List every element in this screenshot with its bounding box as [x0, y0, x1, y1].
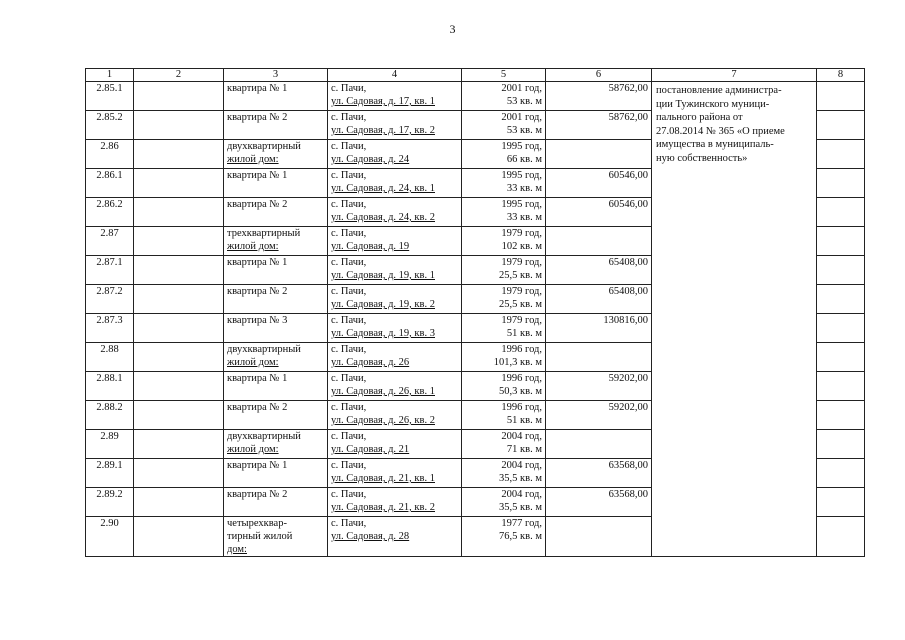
cell-line: квартира № 2 — [227, 199, 288, 210]
book-value: 59202,00 — [546, 401, 652, 430]
cell-line: квартира № 2 — [227, 286, 288, 297]
empty-cell — [817, 227, 865, 256]
object-address — [328, 256, 462, 285]
cell-line: трехквартирный — [227, 228, 301, 239]
object-name — [224, 517, 328, 557]
object-address — [328, 517, 462, 557]
book-value — [546, 343, 652, 372]
cell-line: 33 кв. м — [506, 212, 542, 223]
object-name — [224, 169, 328, 198]
cell-line: 2004 год, — [501, 431, 542, 442]
cell-line: 1979 год, — [501, 286, 542, 297]
object-name — [224, 401, 328, 430]
empty-cell — [134, 372, 224, 401]
cell-line: 35,5 кв. м — [499, 473, 542, 484]
object-address — [328, 430, 462, 459]
cell-line: 1995 год, — [501, 170, 542, 181]
cell-line: 1996 год, — [501, 402, 542, 413]
empty-cell — [134, 314, 224, 343]
cell-line: 1996 год, — [501, 373, 542, 384]
cell-line: с. Пачи, — [331, 373, 367, 384]
cell-line: ул. Садовая, д. 17, кв. 1 — [331, 96, 435, 107]
cell-line: ул. Садовая, д. 21, кв. 1 — [331, 473, 435, 484]
row-number: 2.88.1 — [86, 372, 134, 401]
cell-line: с. Пачи, — [331, 83, 367, 94]
book-value: 130816,00 — [546, 314, 652, 343]
object-name — [224, 256, 328, 285]
book-value: 63568,00 — [546, 488, 652, 517]
cell-line: 76,5 кв. м — [499, 531, 542, 542]
empty-cell — [817, 488, 865, 517]
object-name — [224, 459, 328, 488]
cell-line: квартира № 2 — [227, 402, 288, 413]
year-and-area — [462, 169, 546, 198]
cell-line: жилой дом: — [227, 154, 279, 165]
cell-line: квартира № 1 — [227, 83, 288, 94]
empty-cell — [817, 169, 865, 198]
basis-note-line: пального района от — [656, 112, 743, 123]
cell-line: ул. Садовая, д. 21 — [331, 444, 410, 455]
object-address — [328, 343, 462, 372]
cell-line: дом: — [227, 544, 247, 555]
cell-line: ул. Садовая, д. 26, кв. 1 — [331, 386, 435, 397]
cell-line: жилой дом: — [227, 444, 279, 455]
empty-cell — [817, 459, 865, 488]
basis-note-line: имущества в муниципаль- — [656, 139, 774, 150]
empty-cell — [134, 140, 224, 169]
cell-line: 1995 год, — [501, 199, 542, 210]
cell-line: ул. Садовая, д. 28 — [331, 531, 410, 542]
cell-line: 66 кв. м — [506, 154, 542, 165]
year-and-area — [462, 372, 546, 401]
object-address — [328, 285, 462, 314]
column-header-6: 6 — [546, 69, 652, 82]
cell-line: 1995 год, — [501, 141, 542, 152]
cell-line: двухквартирный — [227, 141, 301, 152]
year-and-area — [462, 285, 546, 314]
year-and-area — [462, 111, 546, 140]
empty-cell — [817, 314, 865, 343]
object-address — [328, 227, 462, 256]
cell-line: ул. Садовая, д. 21, кв. 2 — [331, 502, 435, 513]
cell-line: квартира № 3 — [227, 315, 288, 326]
book-value — [546, 227, 652, 256]
cell-line: с. Пачи, — [331, 286, 367, 297]
cell-line: квартира № 1 — [227, 170, 288, 181]
cell-line: с. Пачи, — [331, 257, 367, 268]
empty-cell — [817, 256, 865, 285]
year-and-area — [462, 430, 546, 459]
column-header-1: 1 — [86, 69, 134, 82]
row-number: 2.90 — [86, 517, 134, 557]
object-name — [224, 314, 328, 343]
column-header-5: 5 — [462, 69, 546, 82]
cell-line: квартира № 2 — [227, 112, 288, 123]
cell-line: 101,3 кв. м — [493, 357, 542, 368]
row-number: 2.87.1 — [86, 256, 134, 285]
empty-cell — [817, 430, 865, 459]
object-name — [224, 430, 328, 459]
cell-line: 51 кв. м — [506, 328, 542, 339]
row-number: 2.87.2 — [86, 285, 134, 314]
object-address — [328, 372, 462, 401]
column-header-3: 3 — [224, 69, 328, 82]
year-and-area — [462, 82, 546, 111]
book-value: 58762,00 — [546, 82, 652, 111]
cell-line: жилой дом: — [227, 241, 279, 252]
cell-line: четырехквар- — [227, 518, 287, 529]
object-name — [224, 343, 328, 372]
cell-line: квартира № 1 — [227, 257, 288, 268]
cell-line: 2004 год, — [501, 460, 542, 471]
basis-note-text — [656, 84, 812, 165]
column-header-2: 2 — [134, 69, 224, 82]
object-address — [328, 459, 462, 488]
cell-line: ул. Садовая, д. 24, кв. 2 — [331, 212, 435, 223]
cell-line: 25,5 кв. м — [499, 270, 542, 281]
cell-line: 2001 год, — [501, 83, 542, 94]
basis-note-line: 27.08.2014 № 365 «О приеме — [656, 125, 785, 137]
cell-line: с. Пачи, — [331, 431, 367, 442]
object-name — [224, 140, 328, 169]
object-name — [224, 111, 328, 140]
basis-note-line: ции Тужинского муници- — [656, 98, 770, 110]
empty-cell — [817, 82, 865, 111]
row-number: 2.88 — [86, 343, 134, 372]
object-address — [328, 82, 462, 111]
empty-cell — [817, 372, 865, 401]
cell-line: ул. Садовая, д. 24 — [331, 154, 410, 165]
empty-cell — [134, 430, 224, 459]
cell-line: ул. Садовая, д. 19, кв. 1 — [331, 270, 435, 281]
year-and-area — [462, 517, 546, 557]
cell-line: 50,3 кв. м — [499, 386, 542, 397]
basis-document-note — [652, 82, 817, 557]
column-header-4: 4 — [328, 69, 462, 82]
cell-line: с. Пачи, — [331, 170, 367, 181]
year-and-area — [462, 198, 546, 227]
row-number: 2.85.1 — [86, 82, 134, 111]
row-number: 2.88.2 — [86, 401, 134, 430]
cell-line: 53 кв. м — [506, 96, 542, 107]
empty-cell — [817, 401, 865, 430]
book-value — [546, 517, 652, 557]
cell-line: квартира № 1 — [227, 373, 288, 384]
cell-line: 1979 год, — [501, 228, 542, 239]
cell-line: ул. Садовая, д. 17, кв. 2 — [331, 125, 435, 136]
empty-cell — [134, 169, 224, 198]
object-name — [224, 285, 328, 314]
cell-line: с. Пачи, — [331, 344, 367, 355]
cell-line: ул. Садовая, д. 19, кв. 2 — [331, 299, 435, 310]
empty-cell — [134, 256, 224, 285]
cell-line: ул. Садовая, д. 19 — [331, 241, 410, 252]
cell-line: 1977 год, — [501, 518, 542, 529]
cell-line: жилой дом: — [227, 357, 279, 368]
row-number: 2.87.3 — [86, 314, 134, 343]
book-value: 63568,00 — [546, 459, 652, 488]
year-and-area — [462, 256, 546, 285]
cell-line: ул. Садовая, д. 26, кв. 2 — [331, 415, 435, 426]
empty-cell — [817, 285, 865, 314]
book-value: 58762,00 — [546, 111, 652, 140]
book-value — [546, 140, 652, 169]
object-address — [328, 401, 462, 430]
empty-cell — [817, 343, 865, 372]
object-name — [224, 488, 328, 517]
cell-line: с. Пачи, — [331, 228, 367, 239]
year-and-area — [462, 227, 546, 256]
cell-line: 35,5 кв. м — [499, 502, 542, 513]
empty-cell — [817, 198, 865, 227]
book-value: 65408,00 — [546, 285, 652, 314]
object-name — [224, 227, 328, 256]
object-address — [328, 169, 462, 198]
cell-line: 71 кв. м — [506, 444, 542, 455]
cell-line: с. Пачи, — [331, 460, 367, 471]
empty-cell — [134, 198, 224, 227]
empty-cell — [134, 488, 224, 517]
empty-cell — [134, 459, 224, 488]
cell-line: 2001 год, — [501, 112, 542, 123]
row-number: 2.89 — [86, 430, 134, 459]
empty-cell — [134, 517, 224, 557]
empty-cell — [134, 285, 224, 314]
year-and-area — [462, 488, 546, 517]
cell-line: с. Пачи, — [331, 315, 367, 326]
empty-cell — [817, 111, 865, 140]
year-and-area — [462, 401, 546, 430]
object-address — [328, 488, 462, 517]
cell-line: 33 кв. м — [506, 183, 542, 194]
cell-line: 53 кв. м — [506, 125, 542, 136]
cell-line: с. Пачи, — [331, 489, 367, 500]
cell-line: с. Пачи, — [331, 141, 367, 152]
cell-line: тирный жилой — [227, 531, 293, 542]
row-number: 2.87 — [86, 227, 134, 256]
cell-line: квартира № 2 — [227, 489, 288, 500]
row-number: 2.85.2 — [86, 111, 134, 140]
row-number: 2.86.1 — [86, 169, 134, 198]
empty-cell — [134, 401, 224, 430]
cell-line: двухквартирный — [227, 431, 301, 442]
empty-cell — [134, 111, 224, 140]
year-and-area — [462, 459, 546, 488]
table-row — [86, 82, 865, 111]
row-number: 2.89.1 — [86, 459, 134, 488]
cell-line: с. Пачи, — [331, 112, 367, 123]
cell-line: ул. Садовая, д. 19, кв. 3 — [331, 328, 435, 339]
cell-line: двухквартирный — [227, 344, 301, 355]
book-value: 60546,00 — [546, 198, 652, 227]
cell-line: 1979 год, — [501, 315, 542, 326]
year-and-area — [462, 140, 546, 169]
cell-line: ул. Садовая, д. 26 — [331, 357, 410, 368]
book-value: 65408,00 — [546, 256, 652, 285]
object-name — [224, 82, 328, 111]
cell-line: 2004 год, — [501, 489, 542, 500]
basis-note-line: постановление администра- — [656, 85, 782, 96]
empty-cell — [134, 82, 224, 111]
year-and-area — [462, 314, 546, 343]
column-number-row — [86, 69, 865, 82]
cell-line: 25,5 кв. м — [499, 299, 542, 310]
cell-line: ул. Садовая, д. 24, кв. 1 — [331, 183, 435, 194]
column-header-8: 8 — [817, 69, 865, 82]
object-address — [328, 314, 462, 343]
row-number: 2.86 — [86, 140, 134, 169]
cell-line: с. Пачи, — [331, 199, 367, 210]
cell-line: 102 кв. м — [501, 241, 542, 252]
row-number: 2.86.2 — [86, 198, 134, 227]
basis-note-line: ную собственность» — [656, 152, 748, 164]
cell-line: квартира № 1 — [227, 460, 288, 471]
empty-cell — [817, 140, 865, 169]
cell-line: 1979 год, — [501, 257, 542, 268]
page-number: 3 — [449, 22, 456, 36]
year-and-area — [462, 343, 546, 372]
object-address — [328, 140, 462, 169]
empty-cell — [134, 343, 224, 372]
book-value: 60546,00 — [546, 169, 652, 198]
table-body — [86, 69, 865, 557]
cell-line: с. Пачи, — [331, 518, 367, 529]
cell-line: 1996 год, — [501, 344, 542, 355]
cell-line: 51 кв. м — [506, 415, 542, 426]
object-address — [328, 198, 462, 227]
object-name — [224, 198, 328, 227]
empty-cell — [817, 517, 865, 557]
empty-cell — [134, 227, 224, 256]
book-value: 59202,00 — [546, 372, 652, 401]
object-address — [328, 111, 462, 140]
row-number: 2.89.2 — [86, 488, 134, 517]
object-name — [224, 372, 328, 401]
cell-line: с. Пачи, — [331, 402, 367, 413]
book-value — [546, 430, 652, 459]
column-header-7: 7 — [652, 69, 817, 82]
property-registry-table — [85, 68, 865, 557]
